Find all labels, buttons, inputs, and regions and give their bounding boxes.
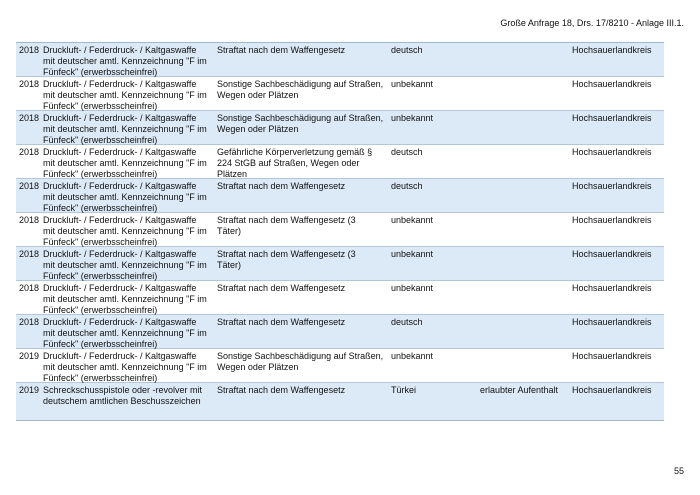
weapon-cell-line: Druckluft- / Federdruck- / Kaltgaswaffe bbox=[43, 317, 197, 327]
offense-cell bbox=[217, 181, 389, 192]
weapon-cell-line: Fünfeck" (erwerbsscheinfrei) bbox=[43, 101, 158, 111]
weapon-cell bbox=[43, 147, 216, 180]
weapon-cell-line: deutschem amtlichen Beschusszeichen bbox=[43, 396, 201, 406]
nationality-cell: deutsch bbox=[391, 147, 423, 157]
offense-cell bbox=[217, 45, 389, 56]
weapon-cell-line: Druckluft- / Federdruck- / Kaltgaswaffe bbox=[43, 181, 197, 191]
offense-cell-line: Straftat nach dem Waffengesetz (3 bbox=[217, 249, 356, 259]
weapon-cell-line: Druckluft- / Federdruck- / Kaltgaswaffe bbox=[43, 215, 197, 225]
year-cell: 2018 bbox=[19, 181, 40, 191]
weapon-cell-line: Fünfeck" (erwerbsscheinfrei) bbox=[43, 135, 158, 145]
weapon-cell bbox=[43, 385, 216, 407]
offense-cell-line: Straftat nach dem Waffengesetz bbox=[217, 181, 346, 191]
weapon-cell-line: Druckluft- / Federdruck- / Kaltgaswaffe bbox=[43, 147, 197, 157]
offense-cell-line: Sonstige Sachbeschädigung auf Straßen, bbox=[217, 351, 384, 361]
weapon-cell-line: Druckluft- / Federdruck- / Kaltgaswaffe bbox=[43, 45, 197, 55]
weapon-cell-line: mit deutscher amtl. Kennzeichnung "F im bbox=[43, 362, 207, 372]
district-cell: Hochsauerlandkreis bbox=[572, 79, 652, 89]
weapon-cell-line: Fünfeck" (erwerbsscheinfrei) bbox=[43, 67, 158, 77]
nationality-cell: deutsch bbox=[391, 181, 423, 191]
offense-cell-line: Straftat nach dem Waffengesetz bbox=[217, 385, 346, 395]
offense-cell-line: Wegen oder Plätzen bbox=[217, 90, 299, 100]
offense-cell-line: Wegen oder Plätzen bbox=[217, 362, 299, 372]
year-cell: 2019 bbox=[19, 385, 40, 395]
offense-cell-line: Sonstige Sachbeschädigung auf Straßen, bbox=[217, 79, 384, 89]
offense-cell-line: Straftat nach dem Waffengesetz bbox=[217, 317, 346, 327]
district-cell: Hochsauerlandkreis bbox=[572, 385, 652, 395]
weapon-cell-line: mit deutscher amtl. Kennzeichnung "F im bbox=[43, 294, 207, 304]
weapon-cell-line: mit deutscher amtl. Kennzeichnung "F im bbox=[43, 192, 207, 202]
year-cell: 2019 bbox=[19, 351, 40, 361]
weapon-cell-line: Fünfeck" (erwerbsscheinfrei) bbox=[43, 203, 158, 213]
weapon-cell bbox=[43, 317, 216, 350]
weapon-cell-line: mit deutscher amtl. Kennzeichnung "F im bbox=[43, 328, 207, 338]
offense-cell bbox=[217, 147, 389, 180]
weapon-cell-line: Schreckschusspistole oder -revolver mit bbox=[43, 385, 203, 395]
nationality-cell: unbekannt bbox=[391, 215, 434, 225]
offense-cell-line: Plätzen bbox=[217, 169, 248, 179]
weapon-cell-line: Druckluft- / Federdruck- / Kaltgaswaffe bbox=[43, 79, 197, 89]
offense-cell-line: Wegen oder Plätzen bbox=[217, 124, 299, 134]
year-cell: 2018 bbox=[19, 249, 40, 259]
nationality-cell: unbekannt bbox=[391, 249, 434, 259]
residence-status-cell: erlaubter Aufenthalt bbox=[480, 385, 559, 395]
nationality-cell: unbekannt bbox=[391, 79, 434, 89]
page-header: Große Anfrage 18, Drs. 17/8210 - Anlage III.1. bbox=[500, 18, 684, 28]
district-cell: Hochsauerlandkreis bbox=[572, 317, 652, 327]
page-number: 55 bbox=[673, 466, 684, 476]
weapon-cell-line: Fünfeck" (erwerbsscheinfrei) bbox=[43, 339, 158, 349]
district-cell: Hochsauerlandkreis bbox=[572, 249, 652, 259]
offense-cell-line: Straftat nach dem Waffengesetz bbox=[217, 283, 346, 293]
weapon-cell-line: Fünfeck" (erwerbsscheinfrei) bbox=[43, 373, 158, 383]
weapon-cell-line: Druckluft- / Federdruck- / Kaltgaswaffe bbox=[43, 283, 197, 293]
offense-cell bbox=[217, 385, 389, 396]
offense-cell bbox=[217, 351, 389, 373]
district-cell: Hochsauerlandkreis bbox=[572, 283, 652, 293]
district-cell: Hochsauerlandkreis bbox=[572, 181, 652, 191]
nationality-cell: deutsch bbox=[391, 317, 423, 327]
weapon-cell-line: mit deutscher amtl. Kennzeichnung "F im bbox=[43, 158, 207, 168]
offense-cell-line: Täter) bbox=[217, 260, 242, 270]
weapon-cell-line: mit deutscher amtl. Kennzeichnung "F im bbox=[43, 124, 207, 134]
weapon-cell bbox=[43, 249, 216, 282]
table-row bbox=[16, 349, 664, 383]
weapon-cell bbox=[43, 351, 216, 384]
table-row bbox=[16, 383, 664, 420]
weapon-cell bbox=[43, 79, 216, 112]
offense-cell bbox=[217, 317, 389, 328]
offense-cell bbox=[217, 215, 389, 237]
weapon-cell-line: Fünfeck" (erwerbsscheinfrei) bbox=[43, 169, 158, 179]
offense-cell bbox=[217, 113, 389, 135]
offense-cell-line: Gefährliche Körperverletzung gemäß § bbox=[217, 147, 373, 157]
weapon-cell bbox=[43, 45, 216, 78]
weapon-cell-line: mit deutscher amtl. Kennzeichnung "F im bbox=[43, 90, 207, 100]
nationality-cell: unbekannt bbox=[391, 113, 434, 123]
weapon-cell bbox=[43, 215, 216, 248]
weapon-cell-line: Fünfeck" (erwerbsscheinfrei) bbox=[43, 305, 158, 315]
year-cell: 2018 bbox=[19, 147, 40, 157]
year-cell: 2018 bbox=[19, 79, 40, 89]
weapon-cell-line: mit deutscher amtl. Kennzeichnung "F im bbox=[43, 56, 207, 66]
weapon-cell-line: mit deutscher amtl. Kennzeichnung "F im bbox=[43, 226, 207, 236]
offense-cell-line: 224 StGB auf Straßen, Wegen oder bbox=[217, 158, 360, 168]
nationality-cell: deutsch bbox=[391, 45, 423, 55]
district-cell: Hochsauerlandkreis bbox=[572, 351, 652, 361]
weapon-cell-line: mit deutscher amtl. Kennzeichnung "F im bbox=[43, 260, 207, 270]
table-row bbox=[16, 315, 664, 349]
offense-cell bbox=[217, 79, 389, 101]
table-row bbox=[16, 145, 664, 179]
nationality-cell: Türkei bbox=[391, 385, 417, 395]
table-row bbox=[16, 179, 664, 213]
weapon-cell bbox=[43, 283, 216, 316]
district-cell: Hochsauerlandkreis bbox=[572, 113, 652, 123]
table-row bbox=[16, 43, 664, 77]
year-cell: 2018 bbox=[19, 317, 40, 327]
offense-cell-line: Sonstige Sachbeschädigung auf Straßen, bbox=[217, 113, 384, 123]
district-cell: Hochsauerlandkreis bbox=[572, 147, 652, 157]
weapon-cell bbox=[43, 181, 216, 214]
year-cell: 2018 bbox=[19, 45, 40, 55]
table-row bbox=[16, 281, 664, 315]
district-cell: Hochsauerlandkreis bbox=[572, 45, 652, 55]
offense-cell bbox=[217, 283, 389, 294]
table-row bbox=[16, 247, 664, 281]
table-row bbox=[16, 213, 664, 247]
weapon-cell-line: Fünfeck" (erwerbsscheinfrei) bbox=[43, 237, 158, 247]
offense-cell bbox=[217, 249, 389, 271]
district-cell: Hochsauerlandkreis bbox=[572, 215, 652, 225]
nationality-cell: unbekannt bbox=[391, 351, 434, 361]
data-table bbox=[16, 42, 664, 421]
table-row bbox=[16, 77, 664, 111]
year-cell: 2018 bbox=[19, 215, 40, 225]
weapon-cell-line: Druckluft- / Federdruck- / Kaltgaswaffe bbox=[43, 351, 197, 361]
weapon-cell bbox=[43, 113, 216, 146]
year-cell: 2018 bbox=[19, 113, 40, 123]
offense-cell-line: Straftat nach dem Waffengesetz (3 bbox=[217, 215, 356, 225]
table-row bbox=[16, 111, 664, 145]
offense-cell-line: Straftat nach dem Waffengesetz bbox=[217, 45, 346, 55]
nationality-cell: unbekannt bbox=[391, 283, 434, 293]
weapon-cell-line: Druckluft- / Federdruck- / Kaltgaswaffe bbox=[43, 113, 197, 123]
weapon-cell-line: Druckluft- / Federdruck- / Kaltgaswaffe bbox=[43, 249, 197, 259]
year-cell: 2018 bbox=[19, 283, 40, 293]
weapon-cell-line: Fünfeck" (erwerbsscheinfrei) bbox=[43, 271, 158, 281]
offense-cell-line: Täter) bbox=[217, 226, 242, 236]
